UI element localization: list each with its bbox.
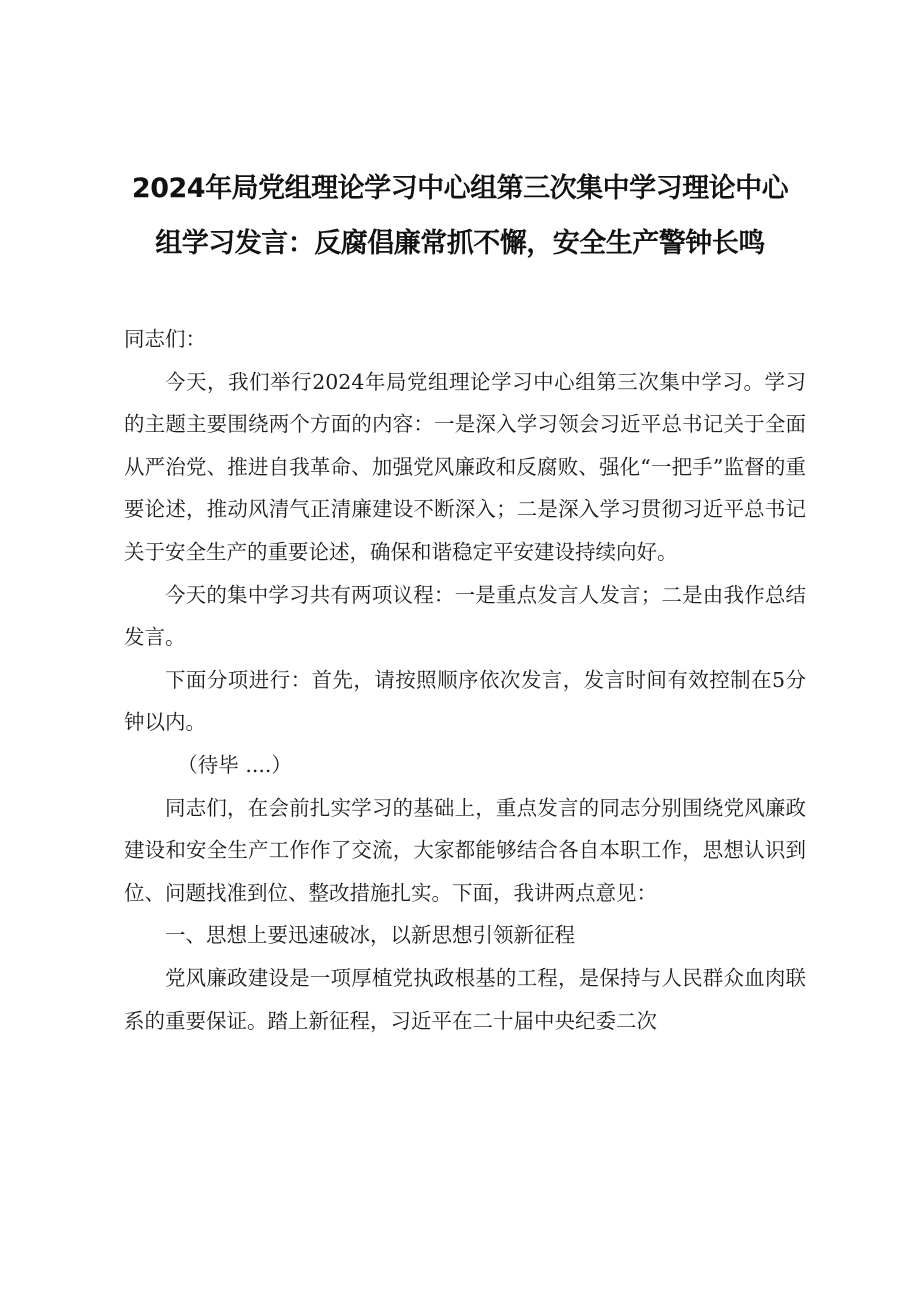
paragraph-agenda: 今天的集中学习共有两项议程：一是重点发言人发言；二是由我作总结发言。 — [124, 582, 806, 650]
document-title-line-1: 2024年局党组理论学习中心组第三次集中学习理论中心 — [131, 173, 789, 204]
document-body — [124, 318, 806, 1042]
paragraph-summary: 同志们，在会前扎实学习的基础上，重点发言的同志分别围绕党风廉政建设和安全生产工作作了交流，大家都能够结合各自本职工作，思想认识到位、问题找准到位、整改措施扎实。下面，我讲两点意见： — [124, 795, 806, 905]
document-title-line-2: 组学习发言：反腐倡廉常抓不懈，安全生产警钟长鸣 — [155, 228, 765, 259]
paragraph-section-1-body: 党风廉政建设是一项厚植党执政根基的工程，是保持与人民群众血肉联系的重要保证。踏上新征程，习近平在二十届中央纪委二次 — [124, 965, 806, 1033]
section-heading-1: 一、思想上要迅速破冰，以新思想引领新征程 — [165, 923, 575, 948]
salutation: 同志们： — [124, 327, 206, 351]
paragraph-opening: 今天，我们举行2024年局党组理论学习中心组第三次集中学习。学习的主题主要围绕两个方面的内容：一是深入学习领会习近平总书记关于全面从严治党、推进自我革命、加强党风廉政和反腐败、强化“一把手”监督的重要论述，推动风清气正清廉建设不断深入；二是深入学习贯彻习近平总书记关于安全生产的重要论述，确保和谐稳定平安建设持续向好。 — [124, 369, 806, 564]
paragraph-pause-note: （待毕 ....） — [177, 752, 292, 777]
paragraph-proceed: 下面分项进行：首先，请按照顺序依次发言，发言时间有效控制在5分钟以内。 — [124, 667, 806, 735]
